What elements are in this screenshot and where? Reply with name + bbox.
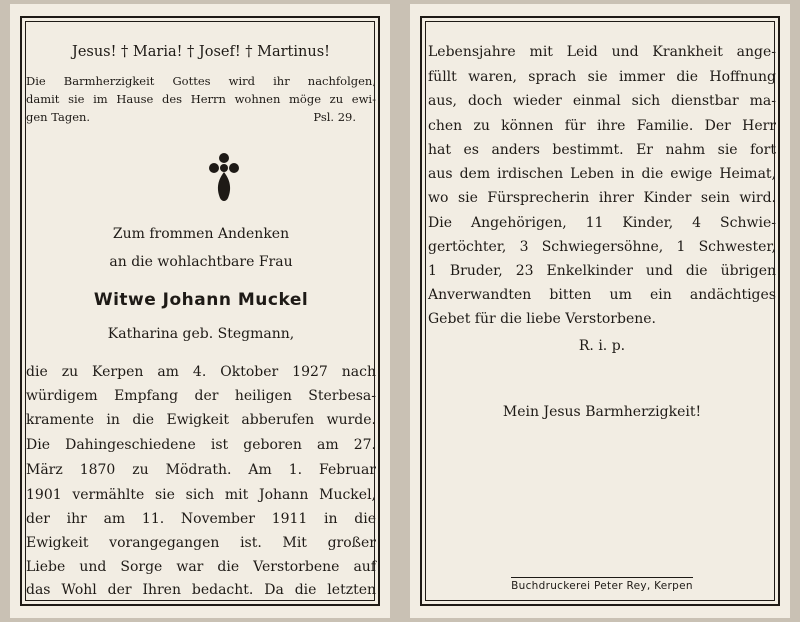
body-line: Die Angehörigen, 11 Kinder, 4 Schwie-: [428, 215, 776, 231]
verse-line: gen Tagen.: [26, 110, 91, 124]
rip-text: R. i. p.: [578, 338, 626, 354]
invocation-header: Jesus! † Maria! † Josef! † Martinus!: [72, 44, 330, 60]
body-line: füllt waren, sprach sie immer die Hoffnung: [428, 69, 776, 85]
cross-icon: [208, 152, 240, 204]
verse-line: Die Barmherzigkeit Gottes wird ihr nachfolgen,: [26, 74, 376, 88]
body-line: die zu Kerpen am 4. Oktober 1927 nach: [26, 364, 376, 380]
body-line: Lebensjahre mit Leid und Krankheit ange-: [428, 44, 776, 60]
body-line: Die Dahingeschiedene ist geboren am 27.: [26, 437, 376, 453]
body-line: gertöchter, 3 Schwiegersöhne, 1 Schwester,: [428, 239, 776, 255]
body-line: das Wohl der Ihren bedacht. Da die letzten: [26, 582, 376, 598]
body-line: 1 Bruder, 23 Enkelkinder und die übrigen: [428, 263, 776, 279]
memorial-intro: Zum frommen Andenken: [112, 226, 290, 242]
card-back-content: [428, 4, 776, 618]
memorial-intro: an die wohlachtbare Frau: [109, 254, 293, 270]
memorial-card-back: [410, 4, 790, 618]
body-line: chen zu können für ihre Familie. Der Herr: [428, 118, 776, 134]
body-line: Liebe und Sorge war die Verstorbene auf: [26, 559, 376, 575]
deceased-name: Witwe Johann Muckel: [93, 290, 309, 310]
body-line: kramente in die Ewigkeit abberufen wurde.: [26, 412, 376, 428]
body-line: wo sie Fürsprecherin ihrer Kinder sein wird.: [428, 190, 776, 206]
card-front-content: [26, 4, 376, 618]
body-line: Anverwandten bitten um ein andächtiges: [428, 287, 776, 303]
printer-imprint: Buchdruckerei Peter Rey, Kerpen: [428, 580, 776, 592]
verse-line: damit sie im Hause des Herrn wohnen möge zu ewi-: [26, 92, 376, 106]
verse-reference: Psl. 29.: [313, 110, 356, 124]
body-line: hat es anders bestimmt. Er nahm sie fort: [428, 142, 776, 158]
body-line: 1901 vermählte sie sich mit Johann Muckel,: [26, 487, 376, 503]
closing-prayer: Mein Jesus Barmherzigkeit!: [502, 404, 702, 420]
body-line: aus dem irdischen Leben in die ewige Heimat,: [428, 166, 776, 182]
memorial-card-front: [10, 4, 390, 618]
maiden-name: Katharina geb. Stegmann,: [107, 326, 295, 342]
body-line: März 1870 zu Mödrath. Am 1. Februar: [26, 462, 376, 478]
body-line: der ihr am 11. November 1911 in die: [26, 511, 376, 527]
body-line: würdigem Empfang der heiligen Sterbesa-: [26, 388, 376, 404]
body-line: Ewigkeit vorangegangen ist. Mit großer: [26, 535, 376, 551]
body-line: Gebet für die liebe Verstorbene.: [428, 311, 656, 327]
body-line: aus, doch wieder einmal sich dienstbar ma-: [428, 93, 776, 109]
